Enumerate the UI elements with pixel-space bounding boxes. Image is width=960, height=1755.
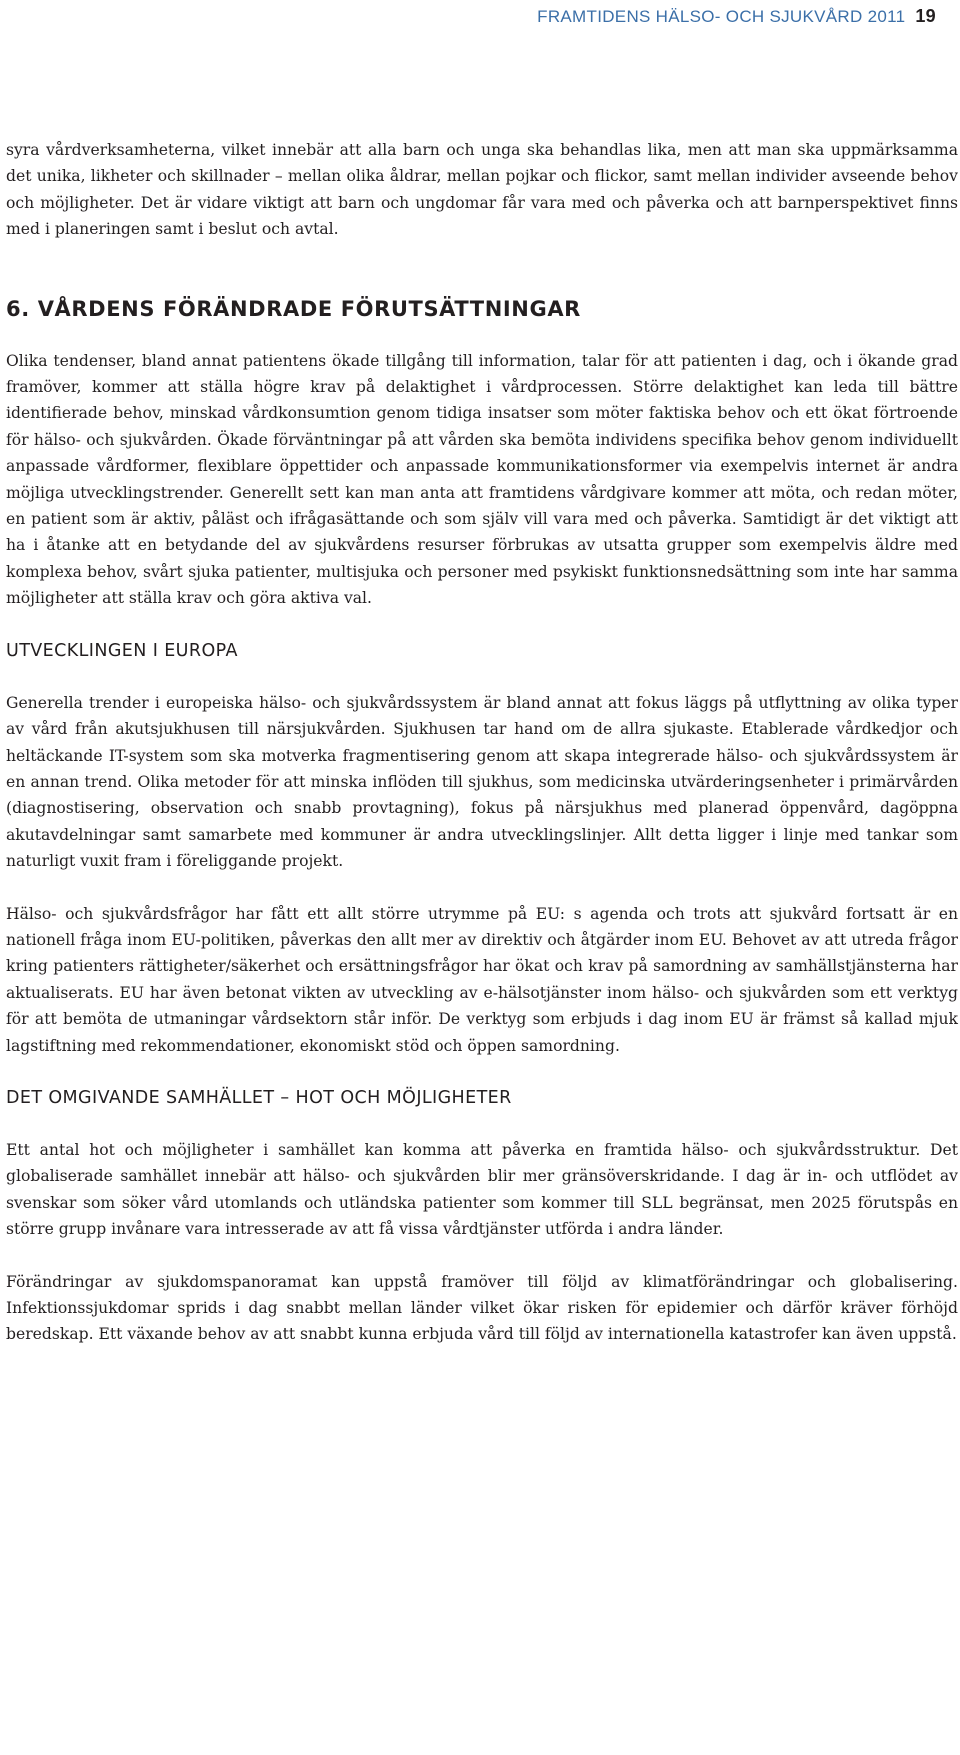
section-heading: 6. VÅRDENS FÖRÄNDRADE FÖRUTSÄTTNINGAR — [6, 296, 581, 321]
running-header-title: FRAMTIDENS HÄLSO- OCH SJUKVÅRD 2011 — [537, 7, 906, 26]
intro-paragraph: syra vårdverksamheterna, vilket innebär att alla barn och unga ska behandlas lika, men att man ska uppmärksamma det unika, likheter och skillnader – mellan olika åldrar, mellan pojkar och flickor, samt mellan individer avseende behov och möjligheter. Det är vidare viktigt att barn och ungdomar får vara med och påverka och att barnperspektivet finns med i planeringen samt i beslut och avtal. — [6, 141, 958, 239]
document-body — [6, 137, 958, 1348]
subheading-europe: UTVECKLINGEN I EUROPA — [6, 640, 238, 661]
society-paragraph-1: Ett antal hot och möjligheter i samhället kan komma att påverka en framtida hälso- och sjukvårdsstruktur. Det globaliserade samhället innebär att hälso- och sjukvården blir mer gränsöverskridande. I dag är in- och utflödet av svenskar som söker vård utomlands och utländska patienter som kommer till SLL begränsat, men 2025 förutspås en större grupp invånare vara intresserade av att få vissa vårdtjänster utförda i andra länder. — [6, 1140, 958, 1239]
europe-paragraph-2: Hälso- och sjukvårdsfrågor har fått ett allt större utrymme på EU: s agenda och trots att sjukvård fortsatt är en nationell fråga inom EU-politiken, påverkas den allt mer av direktiv och åtgärder inom EU. Behovet av att utreda frågor kring patienters rättigheter/säkerhet och ersättningsfrågor har ökat och krav på samordning av samhällstjänsterna har aktualiserats. EU har även betonat vikten av utveckling av e-hälsotjänster inom hälso- och sjukvården som ett verktyg för att bemöta de utmaningar vårdsektorn står inför. De verktyg som erbjuds i dag inom EU är främst så kallad mjuk lagstiftning med rekommendationer, ekonomiskt stöd och öppen samordning. — [6, 904, 958, 1055]
page-number: 19 — [915, 6, 936, 26]
subheading-society: DET OMGIVANDE SAMHÄLLET – HOT OCH MÖJLIGHETER — [6, 1087, 512, 1108]
society-paragraph-2: Förändringar av sjukdomspanoramat kan uppstå framöver till följd av klimatförändringar och globalisering. Infektionssjukdomar sprids i dag snabbt mellan länder vilket ökar risken för epidemier och därför kräver förhöjd beredskap. Ett växande behov av att snabbt kunna erbjuda vård till följd av internationella katastrofer kan även uppstå. — [6, 1272, 958, 1344]
europe-paragraph-1: Generella trender i europeiska hälso- och sjukvårdssystem är bland annat att fokus läggs på utflyttning av olika typer av vård från akutsjukhusen till närsjukvården. Sjukhusen tar hand om de allra sjukaste. Etablerade vårdkedjor och heltäckande IT-system som ska motverka fragmentisering genom att skapa integrerade hälso- och sjukvårdssystem är en annan trend. Olika metoder för att minska inflöden till sjukhus, som medicinska utvärderingsenheter i primärvården (diagnostisering, observation och snabb provtagning), fokus på närsjukhus med planerad öppenvård, dagöppna akutavdelningar samt samarbete med kommuner är andra utvecklingslinjer. Allt detta ligger i linje med tankar som naturligt vuxit fram i föreliggande projekt. — [6, 693, 958, 871]
running-header — [537, 6, 936, 27]
section-paragraph: Olika tendenser, bland annat patientens ökade tillgång till information, talar för att patienten i dag, och i ökande grad framöver, kommer att ställa högre krav på delaktighet i vårdprocessen. Större delaktighet kan leda till bättre identifierade behov, minskad vårdkonsumtion genom tidiga insatser som möter faktiska behov och ett ökat förtroende för hälso- och sjukvården. Ökade förväntningar på att vården ska bemöta individens specifika behov genom individuellt anpassade vårdformer, flexiblare öppettider och anpassade kommunikationsformer via exempelvis internet är andra möjliga utvecklingstrender. Generellt sett kan man anta att framtidens vårdgivare kommer att möta, och redan möter, en patient som är aktiv, påläst och ifrågasättande och som själv vill vara med och påverka. Samtidigt är det viktigt att ha i åtanke att en betydande del av sjukvårdens resurser förbrukas av utsatta grupper som exempelvis äldre med komplexa behov, svårt sjuka patienter, multisjuka och personer med psykiskt funktionsnedsättning som inte har samma möjligheter att ställa krav och göra aktiva val. — [6, 351, 958, 608]
